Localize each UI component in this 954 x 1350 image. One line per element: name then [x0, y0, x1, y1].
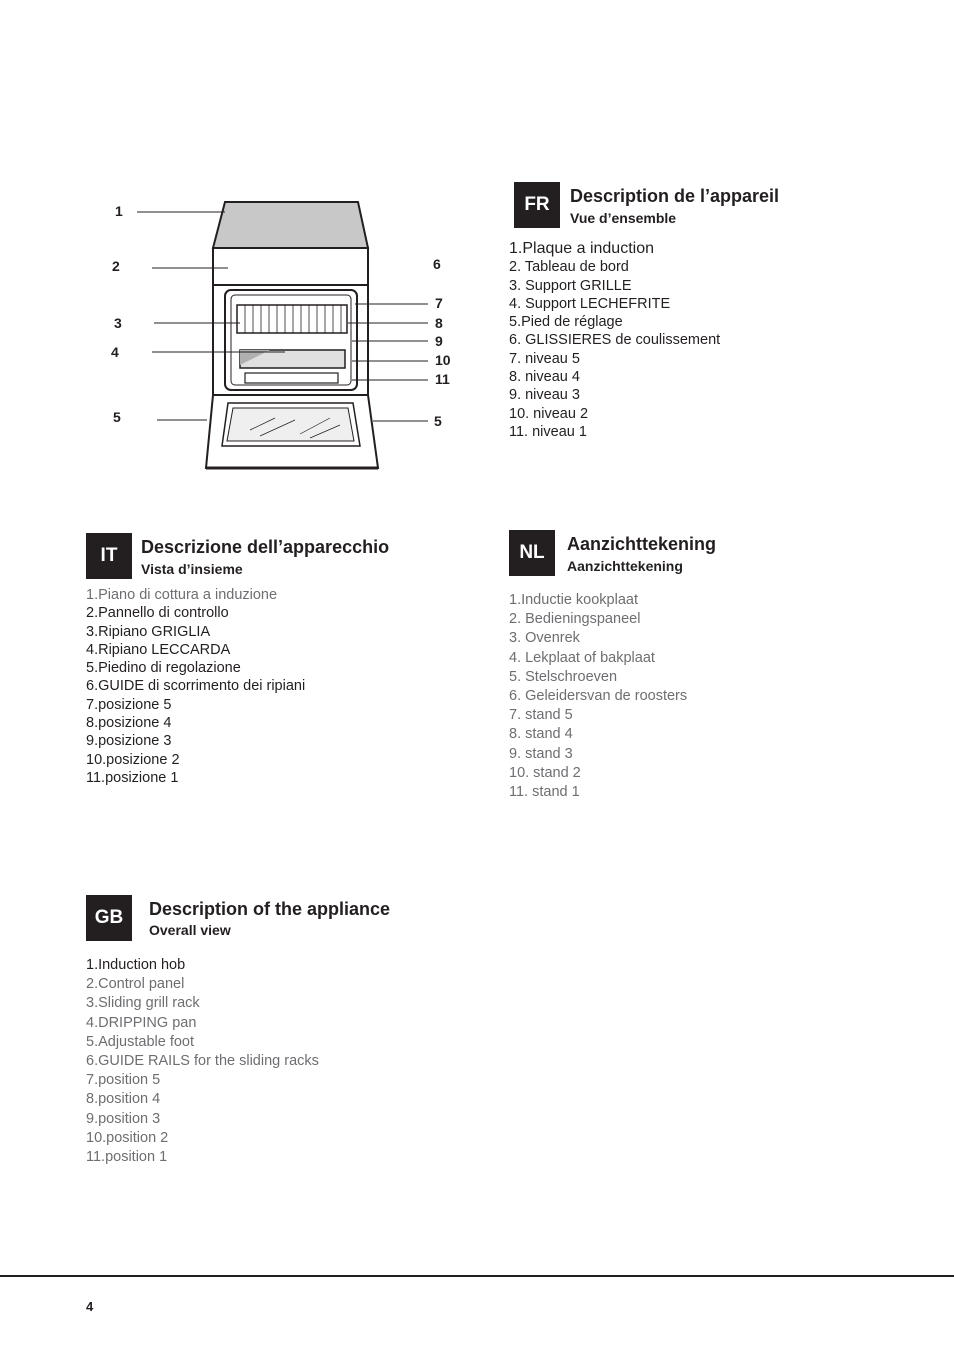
callout-5-left: 5: [113, 409, 121, 425]
list-item: 3.Sliding grill rack: [86, 995, 200, 1012]
list-item: 7.position 5: [86, 1072, 161, 1089]
list-item: 11. stand 1: [509, 784, 580, 801]
list-item: 9.position 3: [86, 1110, 161, 1127]
callout-11: 11: [435, 371, 450, 387]
page-number: 4: [86, 1299, 94, 1314]
list-item: 2.Control panel: [86, 976, 185, 993]
footer-divider: [0, 1275, 954, 1277]
callout-3: 3: [114, 315, 122, 331]
callout-4: 4: [111, 344, 119, 360]
list-item: 10.posizione 2: [86, 751, 180, 768]
list-item: 1.Piano di cottura a induzione: [86, 587, 278, 603]
list-item: 2.Pannello di controllo: [86, 605, 229, 622]
language-badge-it: IT: [86, 533, 132, 579]
list-item: 8.posizione 4: [86, 715, 172, 732]
list-item: 10. niveau 2: [509, 405, 589, 422]
list-item: 3.Ripiano GRIGLIA: [86, 623, 211, 640]
section-subtitle-it: Vista d’insieme: [141, 561, 243, 577]
callout-8: 8: [435, 315, 443, 331]
section-title-nl: Aanzichttekening: [567, 534, 717, 554]
list-item: 7. stand 5: [509, 707, 573, 724]
list-item: 5.Adjustable foot: [86, 1033, 195, 1050]
list-item: 6.GUIDE RAILS for the sliding racks: [86, 1053, 319, 1070]
list-item: 11.position 1: [86, 1149, 168, 1166]
section-subtitle-nl: Aanzichttekening: [567, 558, 683, 574]
language-badge-nl: NL: [509, 530, 555, 576]
list-item: 7. niveau 5: [509, 350, 580, 367]
list-item: 8.position 4: [86, 1091, 161, 1108]
section-subtitle-fr: Vue d’ensemble: [570, 210, 677, 226]
list-item: 1.Plaque a induction: [509, 240, 654, 257]
language-badge-fr: FR: [514, 182, 560, 228]
list-item: 9. stand 3: [509, 745, 573, 762]
list-item: 10.position 2: [86, 1129, 169, 1146]
list-item: 11. niveau 1: [509, 423, 587, 440]
list-item: 5.Pied de réglage: [509, 314, 623, 331]
section-nl: [509, 530, 929, 810]
list-item: 8. stand 4: [509, 726, 573, 743]
parts-list-nl: [509, 591, 687, 802]
list-item: 5. Stelschroeven: [509, 668, 618, 685]
oven-illustration: [100, 190, 470, 480]
list-item: 4. Lekplaat of bakplaat: [509, 649, 655, 666]
section-title-gb: Description of the appliance: [149, 899, 391, 919]
callout-1: 1: [115, 203, 123, 219]
list-item: 11.posizione 1: [86, 769, 179, 786]
list-item: 9.posizione 3: [86, 733, 172, 750]
section-gb: [86, 895, 506, 1175]
list-item: 9. niveau 3: [509, 387, 580, 404]
parts-list-fr: [509, 240, 720, 441]
list-item: 4.Ripiano LECCARDA: [86, 641, 231, 658]
callout-5-right: 5: [434, 413, 442, 429]
control-panel-shape: [213, 248, 368, 285]
section-title-fr: Description de l’appareil: [570, 186, 780, 206]
callout-10: 10: [435, 352, 451, 368]
list-item: 3. Support GRILLE: [509, 277, 632, 294]
language-badge-gb: GB: [86, 895, 132, 941]
list-item: 6. Geleidersvan de roosters: [509, 688, 688, 705]
section-fr: [509, 182, 934, 452]
callout-6: 6: [433, 256, 441, 272]
section-subtitle-gb: Overall view: [149, 922, 231, 938]
list-item: 6. GLISSIERES de coulissement: [509, 332, 721, 349]
oven-diagram: [100, 190, 470, 480]
list-item: 2. Tableau de bord: [509, 259, 629, 276]
list-item: 1.Inductie kookplaat: [509, 592, 638, 608]
list-item: 8. niveau 4: [509, 369, 580, 386]
list-item: 10. stand 2: [509, 764, 581, 781]
list-item: 1.Induction hob: [86, 957, 186, 973]
section-it: [86, 533, 486, 793]
list-item: 5.Piedino di regolazione: [86, 660, 241, 677]
parts-list-it: [86, 586, 305, 787]
hob-shape: [213, 202, 368, 248]
callout-2: 2: [112, 258, 120, 274]
list-item: 3. Ovenrek: [509, 630, 580, 647]
section-title-it: Descrizione dell’apparecchio: [141, 537, 390, 557]
callout-9: 9: [435, 333, 443, 349]
list-item: 4. Support LECHEFRITE: [509, 295, 671, 312]
parts-list-gb: [86, 956, 319, 1167]
list-item: 4.DRIPPING pan: [86, 1014, 197, 1031]
list-item: 7.posizione 5: [86, 696, 172, 713]
callout-7: 7: [435, 295, 443, 311]
list-item: 2. Bedieningspaneel: [509, 611, 641, 628]
list-item: 6.GUIDE di scorrimento dei ripiani: [86, 678, 306, 695]
